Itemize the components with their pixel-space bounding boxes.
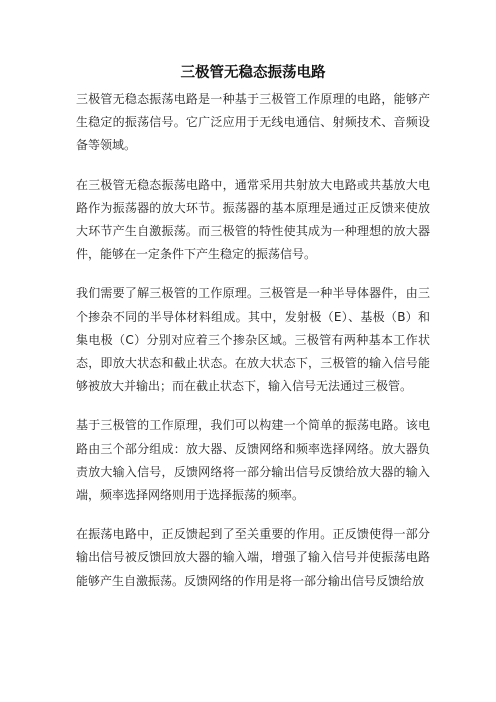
paragraph-5: 在振荡电路中，正反馈起到了至关重要的作用。正反馈使得一部分输出信号被反馈回放大器的输入端，增强了输入信号并使振荡电路能够产生自激振荡。反馈网络的作用是将一部分输出信号反馈给放	[76, 527, 430, 588]
document-title: 三极管无稳态振荡电路	[180, 65, 326, 81]
paragraph-1: 三极管无稳态振荡电路是一种基于三极管工作原理的电路，能够产生稳定的振荡信号。它广泛应用于无线电通信、射频技术、音频设备等领域。	[76, 92, 430, 153]
paragraph-2: 在三极管无稳态振荡电路中，通常采用共射放大电路或共基放大电路作为振荡器的放大环节。振荡器的基本原理是通过正反馈来使放大环节产生自激振荡。而三极管的特性使其成为一种理想的放大器件，能够在一定条件下产生稳定的振荡信号。	[76, 177, 430, 262]
paragraph-3: 我们需要了解三极管的工作原理。三极管是一种半导体器件，由三个掺杂不同的半导体材料组成。其中，发射极（E）、基极（B）和集电极（C）分别对应着三个掺杂区域。三极管有两种基本工作状态，即放大状态和截止状态。在放大状态下，三极管的输入信号能够被放大并输出；而在截止状态下，输入信号无法通过三极管。	[76, 286, 430, 394]
paragraph-4: 基于三极管的工作原理，我们可以构建一个简单的振荡电路。该电路由三个部分组成：放大器、反馈网络和频率选择网络。放大器负责放大输入信号，反馈网络将一部分输出信号反馈给放大器的输入端，频率选择网络则用于选择振荡的频率。	[76, 418, 430, 503]
